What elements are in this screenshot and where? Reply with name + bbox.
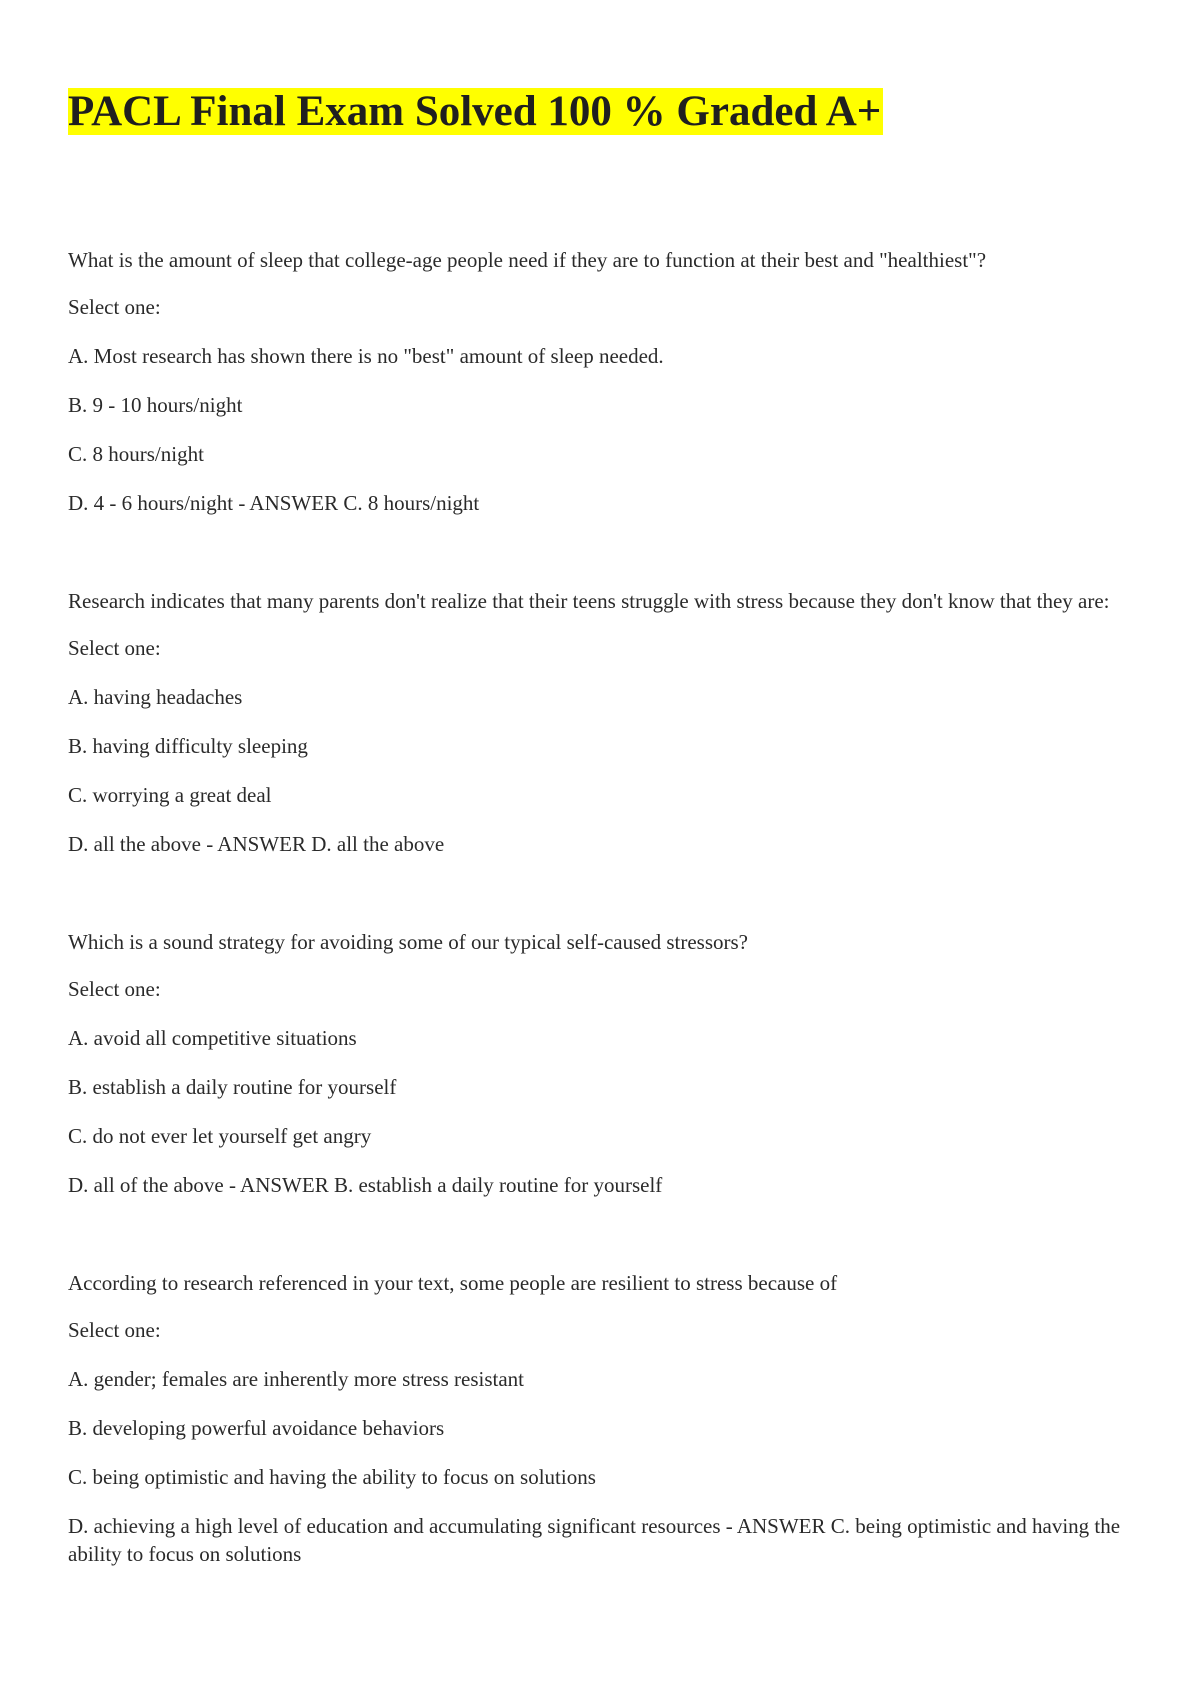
select-instruction: Select one: bbox=[68, 636, 161, 660]
question-stem: Research indicates that many parents don't realize that their teens struggle with stress because they don't know that they are: bbox=[68, 589, 1110, 613]
option-a: A. Most research has shown there is no "best" amount of sleep needed. bbox=[68, 344, 664, 368]
question-stem: According to research referenced in your text, some people are resilient to stress because of bbox=[68, 1271, 838, 1295]
option-a: A. gender; females are inherently more stress resistant bbox=[68, 1367, 525, 1391]
option-d-with-answer: D. all of the above - ANSWER B. establish a daily routine for yourself bbox=[68, 1173, 663, 1197]
option-c: C. being optimistic and having the ability to focus on solutions bbox=[68, 1465, 596, 1489]
question-stem: Which is a sound strategy for avoiding some of our typical self-caused stressors? bbox=[68, 930, 748, 954]
option-b: B. 9 - 10 hours/night bbox=[68, 393, 243, 417]
option-d-with-answer: D. all the above - ANSWER D. all the above bbox=[68, 832, 445, 856]
option-d-with-answer: D. 4 - 6 hours/night - ANSWER C. 8 hours/night bbox=[68, 491, 480, 515]
option-b: B. establish a daily routine for yourself bbox=[68, 1075, 397, 1099]
question-2 bbox=[68, 587, 1128, 858]
question-list bbox=[68, 246, 1128, 1589]
option-b: B. having difficulty sleeping bbox=[68, 734, 308, 758]
option-a: A. having headaches bbox=[68, 685, 243, 709]
document-title bbox=[68, 88, 883, 136]
question-stem: What is the amount of sleep that college-age people need if they are to function at their best and "healthiest"? bbox=[68, 248, 987, 272]
select-instruction: Select one: bbox=[68, 1318, 161, 1342]
question-4 bbox=[68, 1269, 1128, 1568]
title-highlight: PACL Final Exam Solved 100 % Graded A+ bbox=[68, 88, 882, 135]
select-instruction: Select one: bbox=[68, 977, 161, 1001]
option-a: A. avoid all competitive situations bbox=[68, 1026, 357, 1050]
option-d-with-answer: D. achieving a high level of education and accumulating significant resources - ANSWER C. being optimistic and having the ability to focus on solutions bbox=[68, 1514, 1121, 1566]
option-c: C. do not ever let yourself get angry bbox=[68, 1124, 372, 1148]
option-b: B. developing powerful avoidance behaviors bbox=[68, 1416, 445, 1440]
question-3 bbox=[68, 928, 1128, 1199]
question-1 bbox=[68, 246, 1128, 517]
select-instruction: Select one: bbox=[68, 295, 161, 319]
option-c: C. worrying a great deal bbox=[68, 783, 272, 807]
option-c: C. 8 hours/night bbox=[68, 442, 204, 466]
